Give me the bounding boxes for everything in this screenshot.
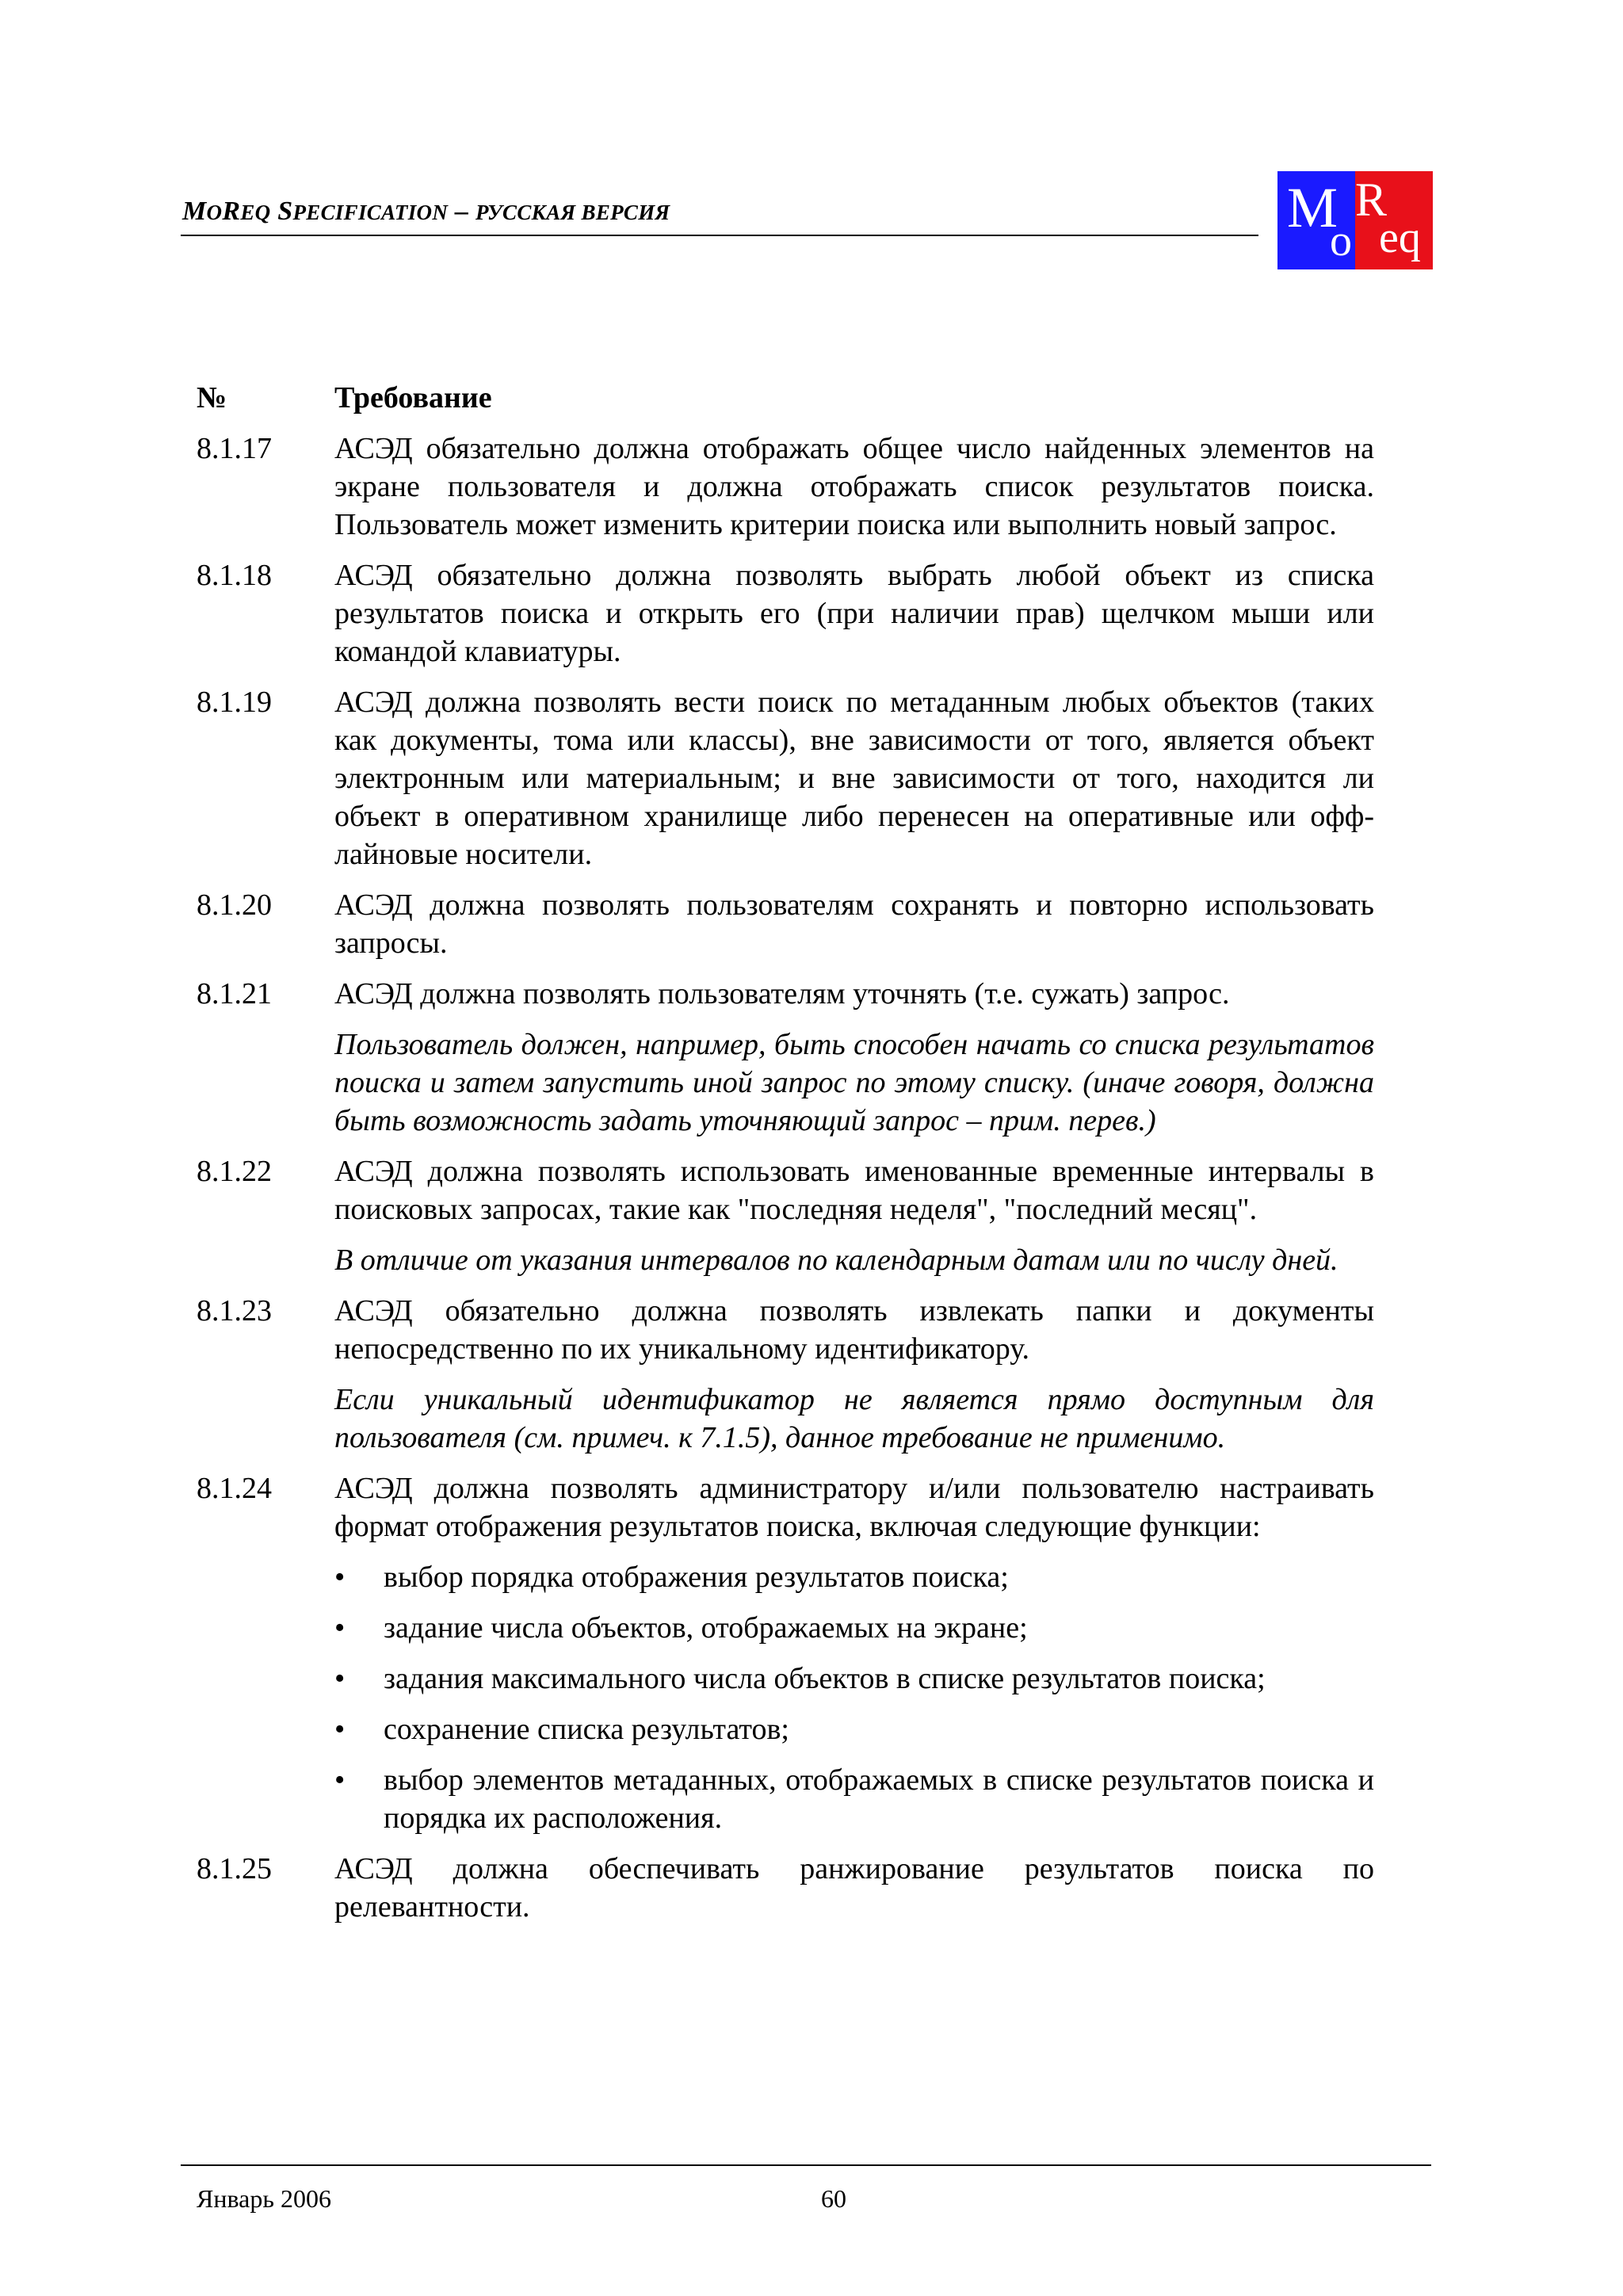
requirement-text: АСЭД должна позволять администратору и/или пользователю настраивать формат отображения результатов поиска, включая следующие функции: <box>334 1472 1374 1543</box>
list-item: • задание числа объектов, отображаемых на экране; <box>334 1609 1374 1647</box>
bullet-icon: • <box>334 1662 346 1695</box>
header-rule <box>181 235 1258 236</box>
page-number: 60 <box>821 2184 846 2213</box>
requirement-note: Если уникальный идентификатор не является прямо доступным для пользователя (см. примеч. к 7.1.5), данное требование не применимо. <box>334 1383 1374 1454</box>
requirement-bullet-list <box>334 1558 1374 1837</box>
running-header-title: MOREQ SPECIFICATION – РУССКАЯ ВЕРСИЯ <box>182 197 670 226</box>
logo-letters-eq: eq <box>1379 213 1421 262</box>
list-item: • выбор элементов метаданных, отображаемых в списке результатов поиска и порядка их расположения. <box>334 1761 1374 1837</box>
table-row <box>197 975 1374 1140</box>
table-row <box>197 430 1374 544</box>
table-row <box>197 556 1374 670</box>
column-header-number: № <box>197 381 227 415</box>
requirement-text: АСЭД должна обеспечивать ранжирование результатов поиска по релевантности. <box>334 1852 1374 1924</box>
moreq-logo <box>1277 171 1433 269</box>
requirement-number: 8.1.18 <box>197 559 272 592</box>
requirement-text: АСЭД обязательно должна позволять выбрать любой объект из списка результатов поиска и открыть его (при наличии прав) щелчком мыши или командой клавиатуры. <box>334 559 1374 668</box>
table-header-row <box>197 379 1374 417</box>
table-row <box>197 1469 1374 1837</box>
bullet-icon: • <box>334 1713 346 1746</box>
requirement-number: 8.1.22 <box>197 1155 272 1188</box>
column-header-requirement: Требование <box>334 381 492 415</box>
logo-letter-o: o <box>1330 216 1352 266</box>
bullet-icon: • <box>334 1611 346 1645</box>
table-row <box>197 1292 1374 1457</box>
requirement-text: АСЭД должна позволять вести поиск по метаданным любых объектов (таких как документы, тома или классы), вне зависимости от того, является объект электронным или материальным; и вне зависимости от того, находится ли объект в оперативном хранилище либо перенесен на оперативные или офф-лайновые носители. <box>334 686 1374 871</box>
requirement-number: 8.1.17 <box>197 432 272 465</box>
bullet-icon: • <box>334 1561 346 1594</box>
requirement-number: 8.1.21 <box>197 977 272 1010</box>
requirement-text: АСЭД обязательно должна позволять извлекать папки и документы непосредственно по их уникальному идентификатору. <box>334 1294 1374 1366</box>
requirement-text: АСЭД должна позволять пользователям сохранять и повторно использовать запросы. <box>334 888 1374 960</box>
logo-letter-r: R <box>1355 174 1388 226</box>
requirement-note: В отличие от указания интервалов по календарным датам или по числу дней. <box>334 1244 1338 1277</box>
logo-letter-m: M <box>1287 176 1338 239</box>
requirement-number: 8.1.19 <box>197 686 272 719</box>
list-item: • выбор порядка отображения результатов поиска; <box>334 1558 1374 1596</box>
requirement-text: АСЭД обязательно должна отображать общее число найденных элементов на экране пользователя и должна отображать список результатов поиска. Пользователь может изменить критерии поиска или выполнить новый запрос. <box>334 432 1374 541</box>
table-row <box>197 1152 1374 1279</box>
list-item: • сохранение списка результатов; <box>334 1710 1374 1748</box>
bullet-icon: • <box>334 1763 346 1797</box>
requirement-number: 8.1.24 <box>197 1472 272 1505</box>
requirement-number: 8.1.20 <box>197 888 272 922</box>
table-row <box>197 886 1374 962</box>
requirement-text: АСЭД должна позволять пользователям уточнять (т.е. сужать) запрос. <box>334 977 1230 1010</box>
table-row <box>197 1850 1374 1926</box>
footer-rule <box>181 2164 1431 2166</box>
requirement-note: Пользователь должен, например, быть способен начать со списка результатов поиска и затем запустить иной запрос по этому списку. (иначе говоря, должна быть возможность задать уточняющий запрос – прим. перев.) <box>334 1028 1374 1137</box>
requirement-number: 8.1.23 <box>197 1294 272 1328</box>
requirement-number: 8.1.25 <box>197 1852 272 1885</box>
requirement-text: АСЭД должна позволять использовать именованные временные интервалы в поисковых запросах, такие как "последняя неделя", "последний месяц". <box>334 1155 1374 1226</box>
requirements-table <box>197 379 1374 1939</box>
table-row <box>197 683 1374 873</box>
list-item: • задания максимального числа объектов в списке результатов поиска; <box>334 1660 1374 1698</box>
footer-date: Январь 2006 <box>197 2184 331 2213</box>
